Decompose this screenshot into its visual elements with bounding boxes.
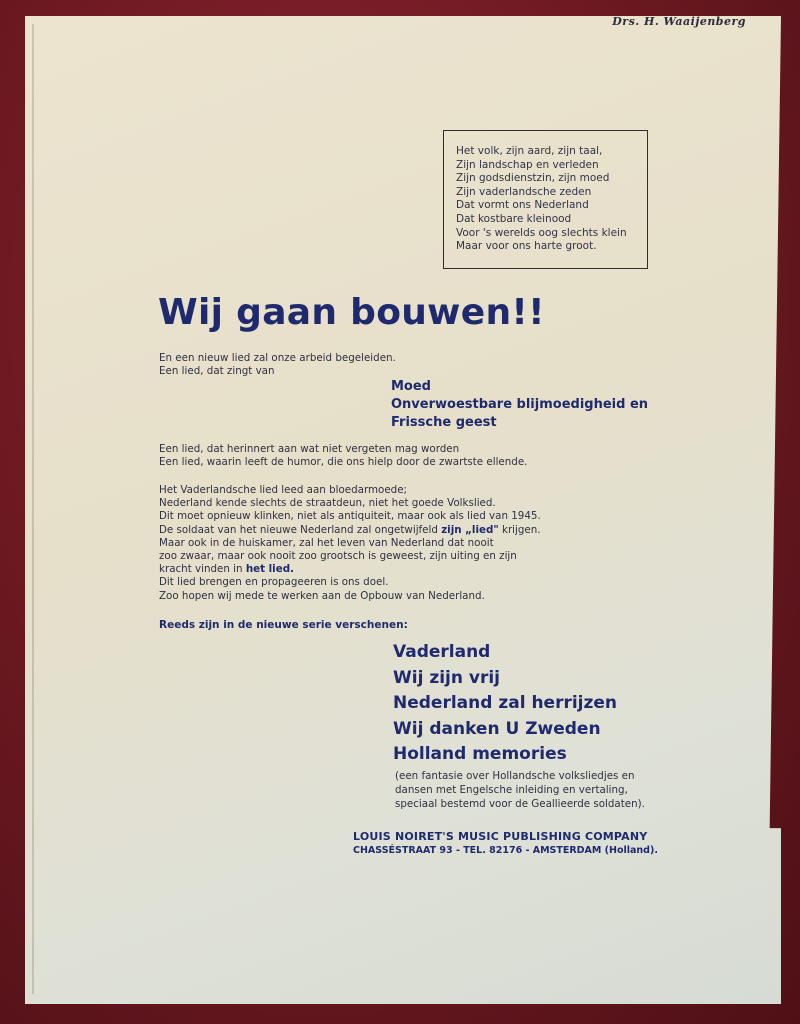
paragraph-remembrance (159, 443, 527, 469)
emphasis-text: zijn „lied" (441, 523, 499, 536)
series-title: Reeds zijn in de nieuwe serie verschenen: (159, 619, 408, 631)
note-line: speciaal bestemd voor de Geallieerde soldaten). (395, 798, 645, 810)
paper-fold-edge (32, 24, 34, 994)
series-item: Vaderland (393, 642, 491, 662)
paragraph-line: Het Vaderlandsche lied leed aan bloedarmoede; (159, 484, 407, 496)
paragraph-line: Een lied, dat herinnert aan wat niet vergeten mag worden (159, 443, 460, 455)
poem-line: Zijn godsdienstzin, zijn moed (456, 172, 610, 185)
paragraph-line: Zoo hopen wij mede te werken aan de Opbouw van Nederland. (159, 589, 485, 602)
themes-list (391, 378, 648, 432)
note-line: dansen met Engelsche inleiding en vertaling, (395, 784, 628, 796)
theme-item: Moed (391, 379, 431, 394)
poem-box (443, 130, 648, 269)
publisher-block (353, 830, 658, 856)
line-text: kracht vinden in (159, 563, 246, 576)
theme-item: Onverwoestbare blijmoedigheid en (391, 397, 649, 412)
series-list (393, 640, 617, 768)
paragraph-line (159, 524, 541, 537)
theme-item: Frissche geest (391, 415, 497, 430)
poem-line: Voor 's werelds oog slechts klein (456, 226, 627, 239)
intro-line: En een nieuw lied zal onze arbeid begeleiden. (159, 352, 396, 364)
intro-line: Een lied, dat zingt van (159, 365, 275, 378)
paragraph-line: Maar ook in de huiskamer, zal het leven van Nederland dat nooit (159, 536, 494, 549)
poem-line: Zijn vaderlandsche zeden (456, 185, 592, 198)
publisher-address: CHASSÉSTRAAT 93 - TEL. 82176 - AMSTERDAM (Holland). (353, 845, 658, 856)
emphasis-text: het lied. (245, 563, 294, 576)
paragraph-national-song (159, 484, 541, 603)
note-line: (een fantasie over Hollandsche volksliedjes en (395, 770, 635, 782)
line-text: De soldaat van het nieuwe Nederland zal ongetwijfeld (159, 523, 442, 536)
poem-line: Maar voor ons harte groot. (456, 240, 597, 253)
poem-line: Zijn landschap en verleden (456, 158, 599, 171)
series-note (395, 769, 645, 811)
headline: Wij gaan bouwen!! (158, 292, 545, 333)
series-item: Holland memories (393, 744, 567, 764)
paragraph-line: Dit lied brengen en propageeren is ons doel. (159, 576, 389, 589)
series-item: Wij danken U Zweden (393, 718, 601, 739)
poem-line: Het volk, zijn aard, zijn taal, (456, 145, 603, 157)
series-item: Wij zijn vrij (393, 667, 501, 688)
line-text: krijgen. (498, 523, 541, 536)
paragraph-line: Dit moet opnieuw klinken, niet als antiquiteit, maar ook als lied van 1945. (159, 510, 541, 523)
paragraph-line: Nederland kende slechts de straatdeun, niet het goede Volkslied. (159, 497, 496, 510)
owner-signature: Drs. H. Waaijenberg (612, 15, 746, 28)
intro-text (159, 352, 396, 378)
poem-line: Dat vormt ons Nederland (456, 199, 589, 212)
paragraph-line: Een lied, waarin leeft de humor, die ons hielp door de zwartste ellende. (159, 456, 528, 469)
poem-line: Dat kostbare kleinood (456, 212, 572, 225)
paragraph-line: zoo zwaar, maar ook nooit zoo grootsch is geweest, zijn uiting en zijn (159, 550, 517, 563)
publisher-name: LOUIS NOIRET'S MUSIC PUBLISHING COMPANY (353, 830, 648, 843)
paragraph-line (159, 563, 541, 576)
series-item: Nederland zal herrijzen (393, 693, 618, 713)
